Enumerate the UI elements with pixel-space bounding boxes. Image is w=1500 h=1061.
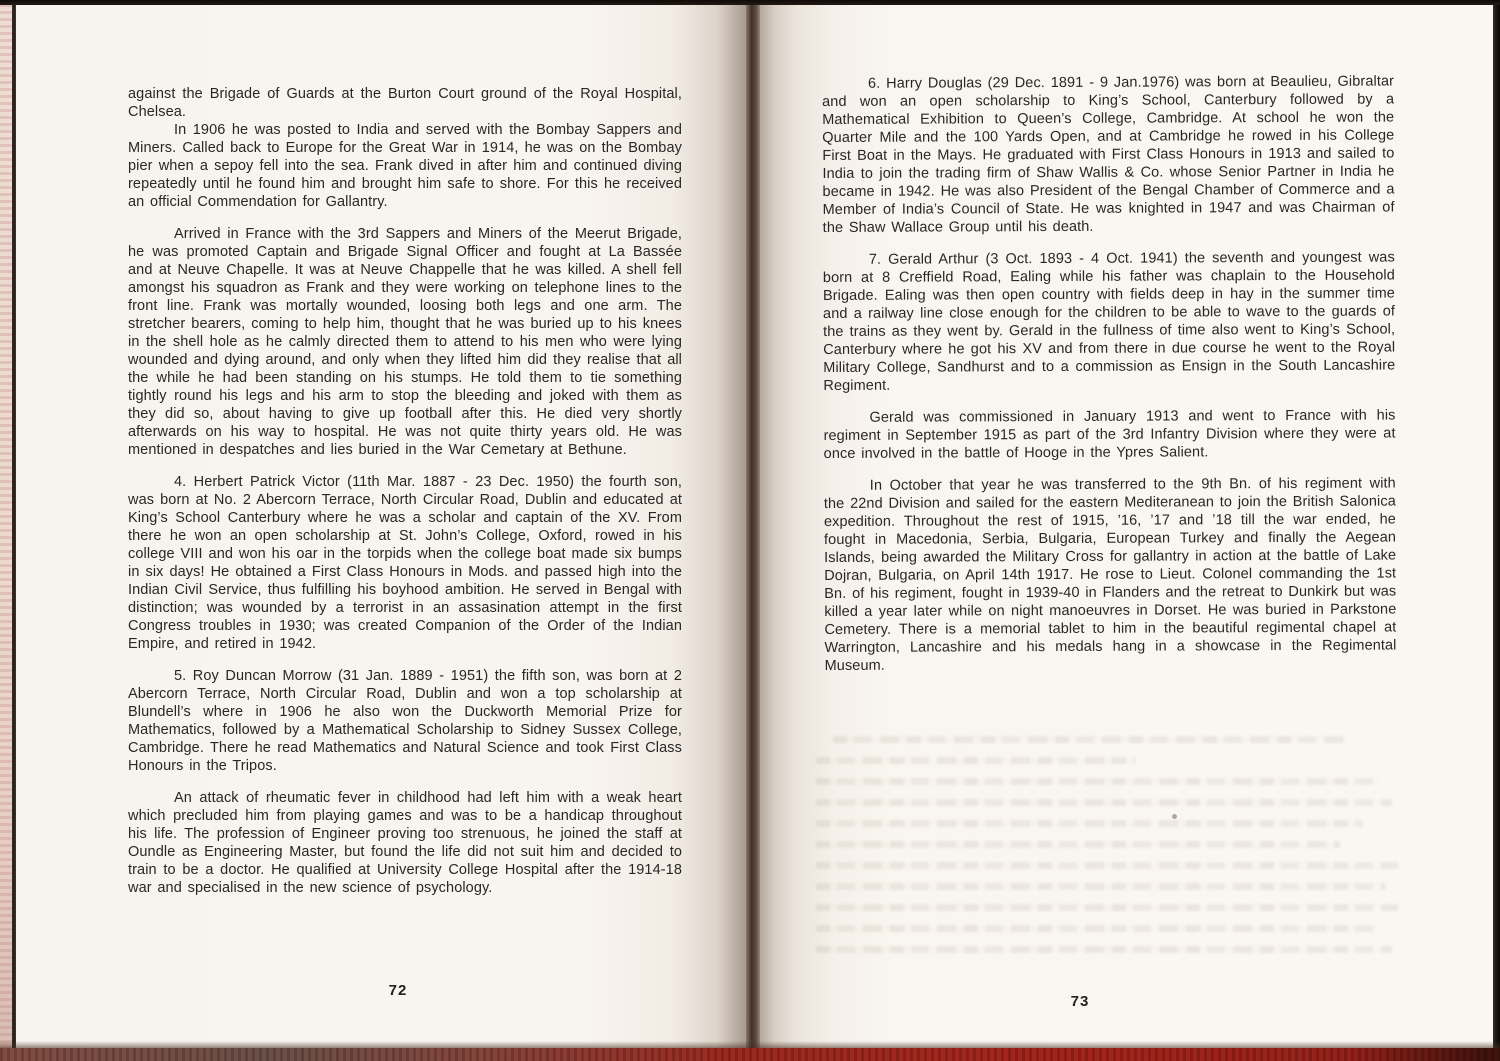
ghost-line <box>816 925 1381 932</box>
paragraph-4-herbert-patrick-victor: 4. Herbert Patrick Victor (11th Mar. 1887 - 23 Dec. 1950) the fourth son, was born at No. 2 Abercorn Terrace, North Circular Road, Dublin and educated at King’s School Canterbury where he was a scholar and captain of the XV. From there he won an open scholarship at St. John’s College, Oxford, rowed in his college VIII and won his oar in the torpids when the college boat made six bumps in six days! He obtained a First Class Honours in Mods. and passed high into the Indian Civil Service, thus fulfilling his boyhood ambition. He served in Bengal with distinction; was wounded by a terrorist in an assasination attempt in the first Congress troubles in 1930; was created Companion of the Order of the Indian Empire, and retired in 1942. <box>128 474 682 652</box>
scan-speck <box>1172 814 1177 819</box>
ghost-line <box>816 946 1392 953</box>
page-left <box>16 5 746 1049</box>
page-number-left: 72 <box>388 982 408 999</box>
book-gutter-shadow <box>746 0 760 1061</box>
paragraph-6-harry-douglas: 6. Harry Douglas (29 Dec. 1891 - 9 Jan.1976) was born at Beaulieu, Gibraltar and won an open scholarship to King’s School, Canterbury followed by a Mathematical Exhibition to Queen’s College, Cambridge. At school he won the Quarter Mile and the 100 Yards Open, and at Cambridge he rowed in his College First Boat in the Mays. He graduated with First Class Honours in 1913 and sailed to India to join the trading firm of Shaw Wallis & Co. whose Senior Partner in India he became in 1942. He was also President of the Bengal Chamber of Commerce and a Member of India’s Council of State. He was knighted in 1947 and was Chairman of the Shaw Wallace Group until his death. <box>822 73 1395 236</box>
paragraph-gerald-commissioned: Gerald was commissioned in January 1913 and went to France with his regiment in September 1915 as part of the 3rd Infantry Division where they were at once involved in the battle of Hooge in the Ypres Salient. <box>823 407 1396 462</box>
book-cover-edge-right <box>1493 0 1500 1061</box>
book-cover-edge-bottom <box>0 1048 1500 1061</box>
paragraph-5-roy-duncan-morrow: 5. Roy Duncan Morrow (31 Jan. 1889 - 1951) the fifth son, was born at 2 Abercorn Terrace, North Circular Road, Dublin and won a top scholarship at Blundell’s where in 1906 he also won the Duckworth Memorial Prize for Mathematics, followed by a Mathematical Scholarship to Sidney Sussex College, Cambridge. There he read Mathematics and Natural Science and took First Class Honours in the Tripos. <box>128 668 682 774</box>
paragraph-1906-india: In 1906 he was posted to India and served with the Bombay Sappers and Miners. Called back to Europe for the Great War in 1914, he was on the Bombay pier when a sepoy fell into the sea. Frank dived in after him and continued diving repeatedly until he found him and brought him safe to shore. For this he received an official Commendation for Gallantry. <box>128 122 682 210</box>
book-cover-edge-top <box>0 0 1500 5</box>
show-through-ghost-text <box>816 736 1398 967</box>
ghost-line <box>816 757 1136 764</box>
page-right-text-column <box>822 73 1397 675</box>
page-number-right: 73 <box>1070 993 1090 1010</box>
page-edge-stack-left <box>0 4 12 1050</box>
ghost-line <box>816 904 1398 911</box>
ghost-line <box>833 736 1345 743</box>
paragraph-rheumatic-fever: An attack of rheumatic fever in childhood had left him with a weak heart which precluded him from playing games and was to be a handicap throughout his life. The profession of Engineer proving too strenuous, he joined the staff at Oundle as Engineering Master, but found the life did not suit him and decided to train to be a doctor. He qualified at University College Hospital after the 1914-18 war and specialised in the new science of psychology. <box>128 790 682 896</box>
paragraph-october-transfer: In October that year he was transferred to the 9th Bn. of his regiment with the 22nd Division and sailed for the eastern Mediteranean to join the British Salonica expedition. Throughout the rest of 1915, ’16, ’17 and ’18 till the war ended, he fought in Macedonia, Serbia, Bulgaria, European Turkey and finally the Aegean Islands, being awarded the Military Cross for gallantry in action at the battle of Lake Dojran, Bulgaria, on April 14th 1917. He rose to Lieut. Colonel commanding the 1st Bn. of his regiment, fought in 1939-40 in Flanders and the retreat to Dunkirk but was killed a year later while on night manoeuvres in Dorset. He was buried in Parkstone Cemetery. There is a memorial tablet to him in the beautiful regimental chapel at Warrington, Lancashire and his medals hang in a showcase in the Regimental Museum. <box>823 475 1397 674</box>
page-right <box>760 0 1493 1050</box>
paragraph-7-gerald-arthur: 7. Gerald Arthur (3 Oct. 1893 - 4 Oct. 1941) the seventh and youngest was born at 8 Creffield Road, Ealing while his father was chaplain to the Household Brigade. Ealing was then open country with fields deep in hay in the summer time and a railway line close enough for the children to be able to wave to the guards of the trains as they went by. Gerald in the fullness of time also went to King’s School, Canterbury where he got his XV and from there in due course he went to the Royal Military College, Sandhurst and to a commission as Ensign in the South Lancashire Regiment. <box>822 249 1396 394</box>
ghost-line <box>816 799 1392 806</box>
ghost-line <box>816 820 1363 827</box>
ghost-line <box>816 841 1340 848</box>
bottom-page-shadow <box>0 1041 1500 1048</box>
ghost-line <box>816 862 1398 869</box>
ghost-line <box>816 778 1381 785</box>
page-left-text-column <box>128 85 682 897</box>
paragraph-continuation: against the Brigade of Guards at the Burton Court ground of the Royal Hospital, Chelsea. <box>128 86 682 120</box>
ghost-line <box>816 883 1386 890</box>
paragraph-france-meerut: Arrived in France with the 3rd Sappers and Miners of the Meerut Brigade, he was promoted Captain and Brigade Signal Officer and fought at La Bassée and at Neuve Chapelle. It was at Neuve Chappelle that he was killed. A shell fell amongst his squadron as Frank and they were working on telephone lines to the front line. Frank was mortally wounded, loosing both legs and one arm. The stretcher bearers, coming to help him, thought that he was buried up to his knees in the shell hole as he calmly directed them to attend to his men who were lying wounded and dying around, and only when they lifted him did they realise that all the while he had been standing on his stumps. He told them to tie something tightly round his legs and his arm to stop the bleeding and joked with them as they did so, about having to give up football after this. He died very shortly afterwards on his way to hospital. He was not quite thirty years old. He was mentioned in despatches and lies buried in the War Cemetary at Bethune. <box>128 226 682 458</box>
